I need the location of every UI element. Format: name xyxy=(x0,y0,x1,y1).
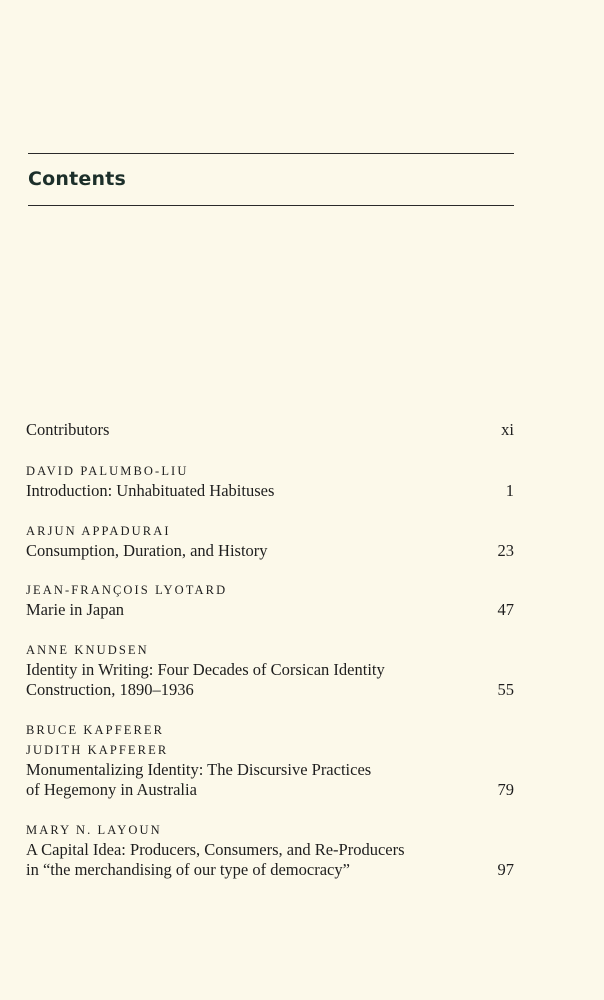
toc-entry-consumption xyxy=(26,521,514,562)
entry-title xyxy=(26,660,514,701)
title-line: Construction, 1890–1936 xyxy=(26,680,194,699)
title-line: Contributors xyxy=(26,420,110,439)
entry-author: JEAN-FRANÇOIS LYOTARD xyxy=(26,583,228,597)
entry-title xyxy=(26,760,514,801)
title-line: Identity in Writing: Four Decades of Corsican Identity xyxy=(26,659,385,679)
title-line: A Capital Idea: Producers, Consumers, and Re-Producers xyxy=(26,839,405,859)
entry-title xyxy=(26,840,514,881)
title-line: in “the merchandising of our type of democracy” xyxy=(26,860,350,879)
entry-title xyxy=(26,417,514,442)
title-line: Introduction: Unhabituated Habituses xyxy=(26,481,275,500)
toc-entry-introduction xyxy=(26,461,514,502)
entry-title xyxy=(26,541,514,562)
entry-author: MARY N. LAYOUN xyxy=(26,822,162,837)
page-number: xi xyxy=(501,420,514,439)
toc-entry-identity-in-writing xyxy=(26,640,514,701)
title-line: of Hegemony in Australia xyxy=(26,780,197,799)
title-line: Marie in Japan xyxy=(26,600,125,619)
page-number: 97 xyxy=(497,860,514,879)
entry-title xyxy=(26,600,514,621)
entry-title xyxy=(26,481,514,502)
entry-author: ARJUN APPADURAI xyxy=(26,523,171,538)
entry-author: JUDITH KAPFERER xyxy=(26,742,169,757)
page-number: 1 xyxy=(505,481,514,500)
title-line: Consumption, Duration, and History xyxy=(26,540,268,560)
toc-entry-marie-in-japan xyxy=(26,580,514,621)
title-line: Monumentalizing Identity: The Discursive Practices xyxy=(26,759,372,779)
entry-author: DAVID PALUMBO-LIU xyxy=(26,464,189,478)
entry-author: ANNE KNUDSEN xyxy=(26,642,149,657)
toc-entry-contributors xyxy=(26,417,514,442)
heading-bottom-rule xyxy=(28,205,514,206)
toc-entry-monumentalizing-identity xyxy=(26,720,514,801)
heading-top-rule xyxy=(28,153,514,154)
page-number: 47 xyxy=(497,600,514,619)
entry-author: BRUCE KAPFERER xyxy=(26,722,165,737)
page-number: 79 xyxy=(497,780,514,799)
contents-heading: Contents xyxy=(28,168,127,190)
page-number: 23 xyxy=(497,540,514,560)
table-of-contents xyxy=(26,417,514,881)
page-number: 55 xyxy=(497,680,514,699)
toc-entry-capital-idea xyxy=(26,820,514,881)
